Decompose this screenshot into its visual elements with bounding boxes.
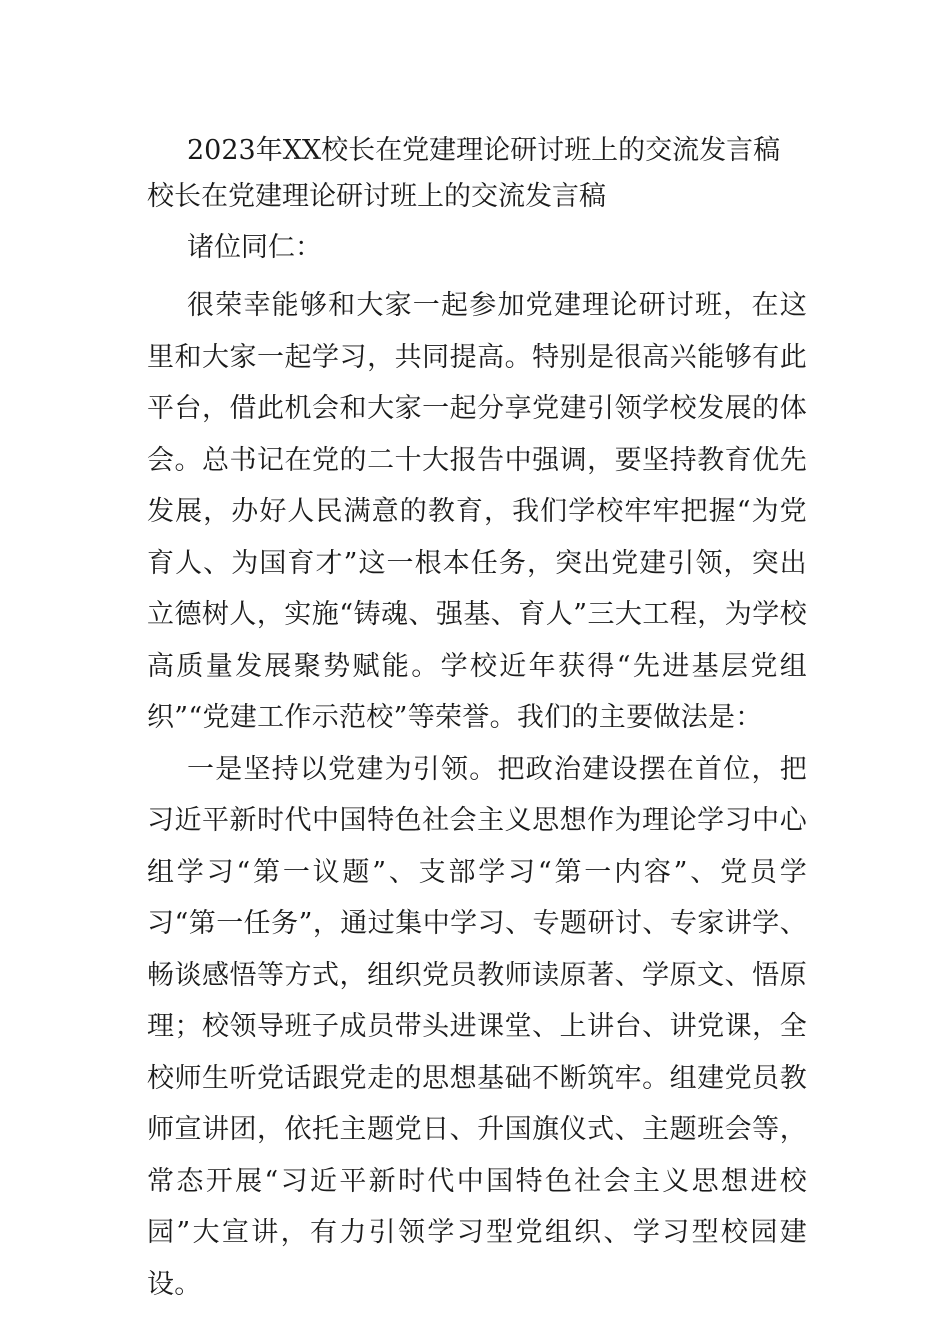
body-paragraph-party-leadership: 一是坚持以党建为引领。把政治建设摆在首位，把习近平新时代中国特色社会主义思想作为理论学习中心组学习“第一议题”、支部学习“第一内容”、党员学习“第一任务”，通过集中学习、专题研讨、专家讲学、畅谈感悟等方式，组织党员教师读原著、学原文、悟原理；校领导班子成员带头进课堂、上讲台、讲党课，全校师生听党话跟党走的思想基础不断筑牢。组建党员教师宣讲团，依托主题党日、升国旗仪式、主题班会等，常态开展“习近平新时代中国特色社会主义思想进校园”大宣讲，有力引领学习型党组织、学习型校园建设。 xyxy=(147,753,807,1300)
salutation: 诸位同仁： xyxy=(187,232,322,263)
body-paragraph-intro: 很荣幸能够和大家一起参加党建理论研讨班，在这里和大家一起学习，共同提高。特别是很高兴能够有此平台，借此机会和大家一起分享党建引领学校发展的体会。总书记在党的二十大报告中强调，要坚持教育优先发展，办好人民满意的教育，我们学校牢牢把握“为党育人、为国育才”这一根本任务，突出党建引领，突出立德树人，实施“铸魂、强基、育人”三大工程，为学校高质量发展聚势赋能。学校近年获得“先进基层党组织”“党建工作示范校”等荣誉。我们的主要做法是： xyxy=(147,290,807,733)
document-subtitle: 校长在党建理论研讨班上的交流发言稿 xyxy=(147,181,606,212)
document-title: 2023年XX校长在党建理论研讨班上的交流发言稿 xyxy=(187,135,781,166)
document-page xyxy=(147,128,807,1310)
